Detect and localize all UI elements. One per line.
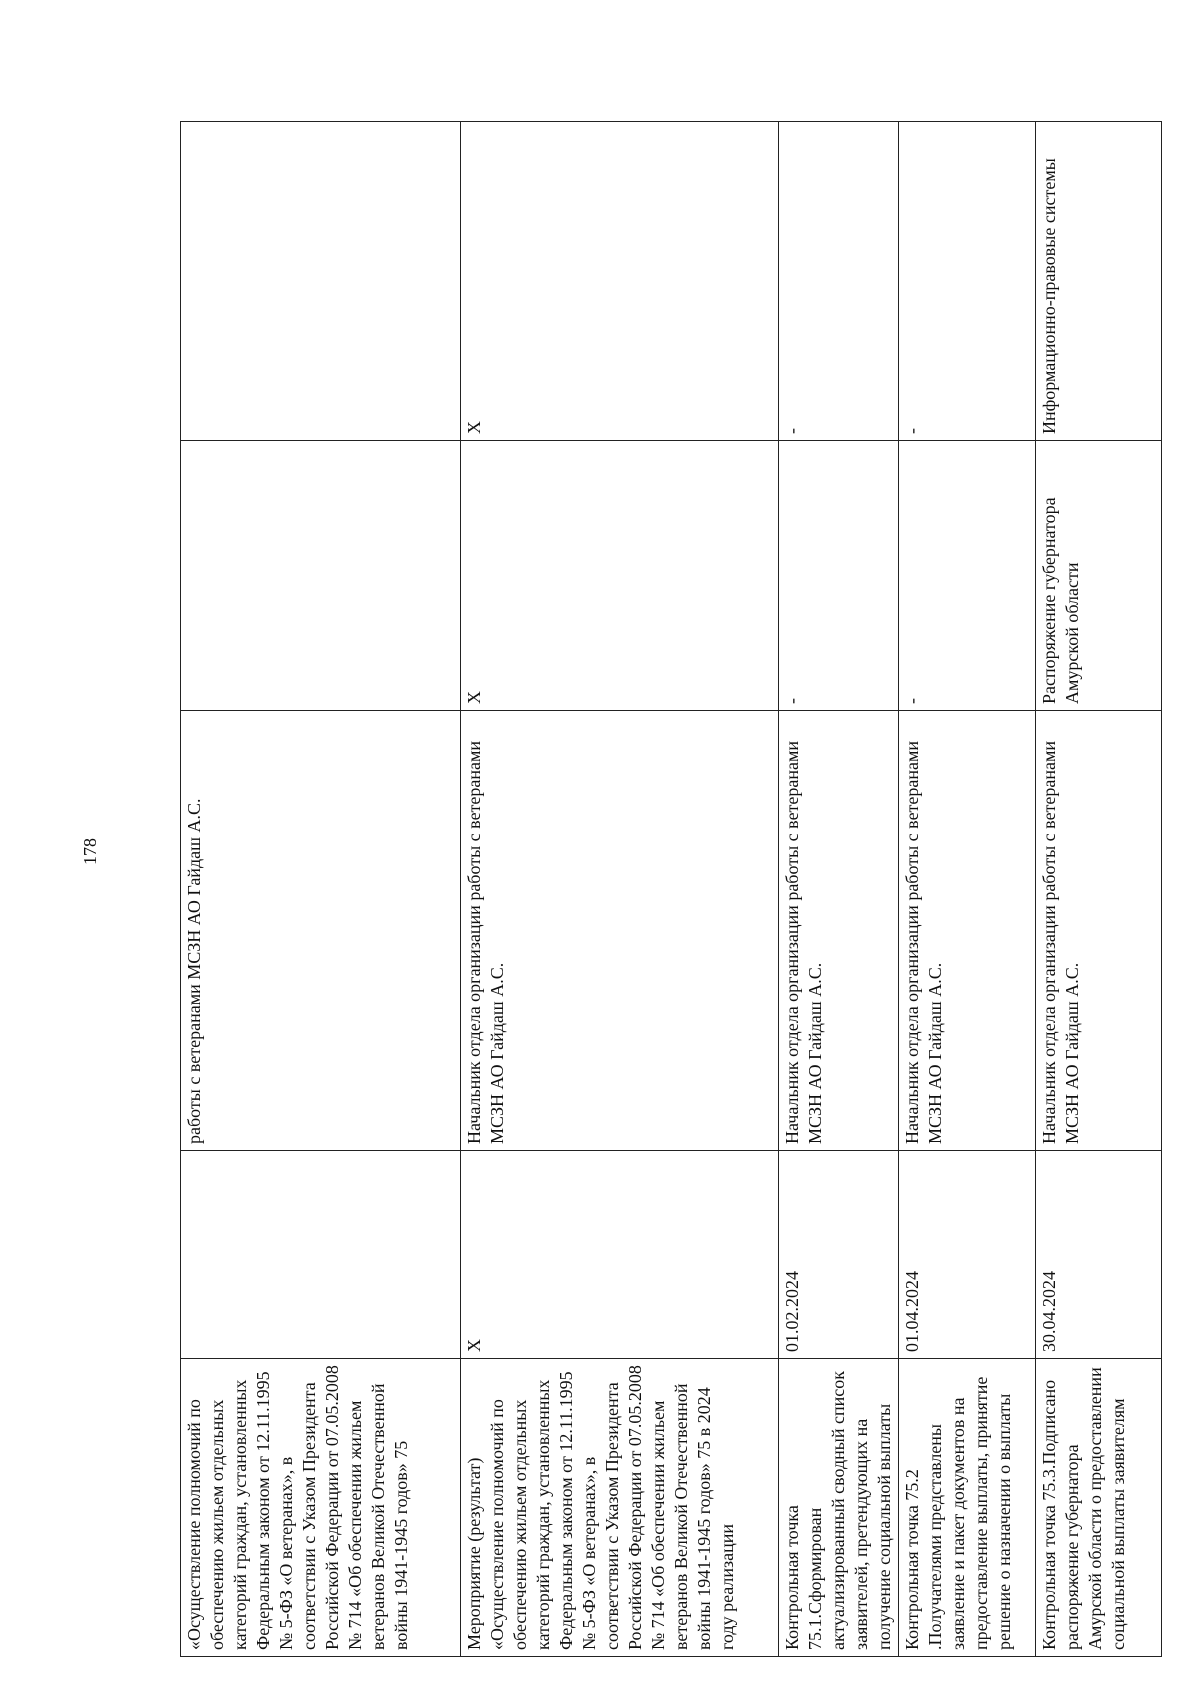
event-name-cell: «Осуществление полномочий по обеспечению жильем отдельных категорий граждан, установленных Федеральным законом от 12.11.1995 № 5-ФЗ «О ветеранах», в соответствии с Указом Президента Российской Федерации от 07.05.2008 № 714 «Об обеспечении жильем ветеранов Великой Отечественной войны 1941-1945 годов» 75 (181, 1359, 461, 1657)
table-row (181, 122, 461, 1657)
responsible-person-cell: Начальник отдела организации работы с ветеранами МСЗН АО Гайдаш А.С. (461, 711, 779, 1151)
rotated-table-container (180, 122, 1128, 1657)
information-system-cell: Информационно-правовые системы (1036, 122, 1162, 441)
table-row (461, 122, 779, 1657)
deadline-cell: 30.04.2024 (1036, 1151, 1162, 1359)
document-type-cell: - (899, 441, 1036, 711)
event-name-cell: Контрольная точка 75.1.Сформирован актуализированный сводный список заявителей, претендующих на получение социальной выплаты (779, 1359, 899, 1657)
document-type-cell: Распоряжение губернатора Амурской области (1036, 441, 1162, 711)
table-row (779, 122, 899, 1657)
table-row (899, 122, 1036, 1657)
deadline-cell: 01.04.2024 (899, 1151, 1036, 1359)
information-system-cell: Х (461, 122, 779, 441)
responsible-person-cell: работы с ветеранами МСЗН АО Гайдаш А.С. (181, 711, 461, 1151)
information-system-cell: - (899, 122, 1036, 441)
deadline-cell: Х (461, 1151, 779, 1359)
document-type-cell: - (779, 441, 899, 711)
event-name-cell: Контрольная точка 75.3.Подписано распоряжение губернатора Амурской области о предоставлении социальной выплаты заявителям (1036, 1359, 1162, 1657)
document-type-cell: Х (461, 441, 779, 711)
deadline-cell (181, 1151, 461, 1359)
page-number: 178 (80, 838, 100, 865)
responsible-person-cell: Начальник отдела организации работы с ветеранами МСЗН АО Гайдаш А.С. (899, 711, 1036, 1151)
event-name-cell: Контрольная точка 75.2 .Получателями представлены заявление и пакет документов на предоставление выплаты, принятие решение о назначении о выплаты (899, 1359, 1036, 1657)
information-system-cell: - (779, 122, 899, 441)
event-name-cell: Мероприятие (результат) «Осуществление полномочий по обеспечению жильем отдельных категорий граждан, установленных Федеральным законом от 12.11.1995 № 5-ФЗ «О ветеранах», в соответствии с Указом Президента Российской Федерации от 07.05.2008 № 714 «Об обеспечении жильем ветеранов Великой Отечественной войны 1941-1945 годов» 75 в 2024 году реализации (461, 1359, 779, 1657)
responsible-person-cell: Начальник отдела организации работы с ветеранами МСЗН АО Гайдаш А.С. (779, 711, 899, 1151)
deadline-cell: 01.02.2024 (779, 1151, 899, 1359)
table-row (1036, 122, 1162, 1657)
responsible-person-cell: Начальник отдела организации работы с ветеранами МСЗН АО Гайдаш А.С. (1036, 711, 1162, 1151)
control-points-table (180, 121, 1162, 1657)
document-type-cell (181, 441, 461, 711)
information-system-cell (181, 122, 461, 441)
